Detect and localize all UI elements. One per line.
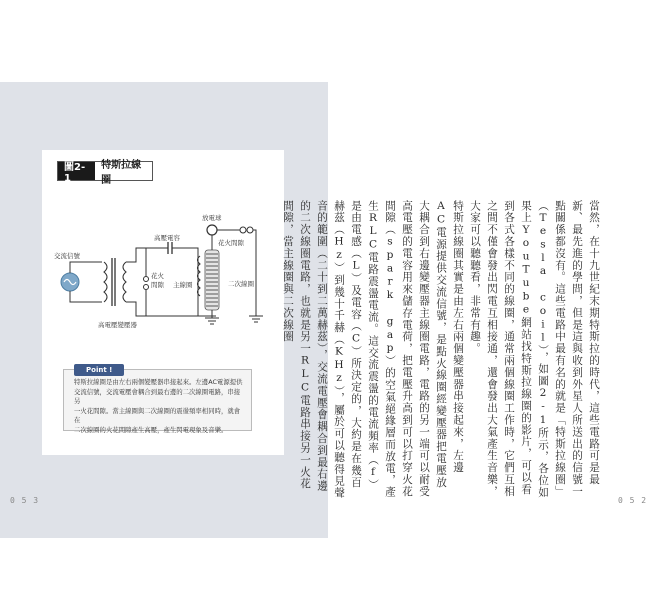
secondary-coil-tube [205,250,219,310]
left-page-number: 0 5 3 [10,496,40,505]
spark-gap-ball-bottom [144,285,149,290]
label-spark-gap-bottom: 間隙 [151,281,164,289]
point-tab: Point ! [74,364,124,376]
point-box [63,369,252,434]
figure-tag: 圖2-1 [58,162,95,180]
right-page-number: 0 5 2 [618,496,648,505]
figure-title: 特斯拉線圈 [101,160,142,186]
paragraph: 特斯拉線圈其實是由左右兩個變壓器串接起來，左邊AC電源提供交流信號，是點火線圈經變壓器把電壓放大耦合到右邊變壓器主線圈電路，電路的另一端可以耐受高電壓的電容用來儲存電荷，把電壓升高到可以打穿火花間隙（spark gap）的空氣絕緣層而放電，產生RLC電路震盪電流。這交流震盪的電流頻率（f）是由電感（L）及電容（C）所決定的，大約是在幾百赫茲（Hz）到幾十千赫（KHz），屬於可以聽得見聲音的範圍（二十到二萬赫茲），交流電壓會耦合到最右邊的二次線圈電路，也就是另一RLC電路串接另一火花間隙，當主線圈與二次線圈 [282,200,464,500]
label-ac-signal: 交流信號 [54,252,80,260]
wire-hv-top [126,248,168,262]
label-primary-coil: 主線圈 [173,281,193,289]
wire-hv-bottom [126,302,216,316]
discharge-ball [207,225,217,235]
ground-symbol-left-icon [205,318,219,324]
spark-gap2-ball-left [240,227,246,233]
spark-gap2-ball-right [247,227,253,233]
wire-primary-loop [192,248,198,316]
point-line: 交流信號，交流電壓會耦合到最右邊的二次線圈電路，串接另 [74,387,241,406]
figure-header [57,160,153,186]
point-line: 二次線圈的火花間隙產生高壓，產生閃電現象及音樂。 [74,425,228,434]
wire-secondary-out [253,230,256,316]
tesla-coil-diagram [42,190,284,340]
primary-coil [198,256,201,296]
spark-gap-ball-top [144,277,149,282]
wire-ac-top [70,262,102,273]
label-hv-capacitor: 高壓電容 [154,234,180,242]
paragraph: 當然，在十九世紀末期特斯拉的時代，這些電路可是最新、最先進的學問，但是這與收到外星人所送出的信號一點關係都沒有。這些電路中最有名的就是「特斯拉線圈」（Tesla coil），如圖2-1所示，各位如果上YouTube網站找特斯拉線圈的影片，可以看到各式各樣不同的線圈，通常兩個線圈工作時，它們互相之間不僅會發出閃電互相接通，還會發出大氣產生音樂，大家可以聽聽看，非常有趣。 [469,200,600,499]
label-spark-gap-right: 花火間隙 [218,239,244,247]
label-discharge-ball: 放電球 [202,214,222,222]
label-hv-transformer: 高電壓變壓器 [98,321,137,329]
point-text [74,378,243,436]
transformer-primary-coil [104,262,107,302]
point-line: 一火花間隙。當主線圈與二次線圈的震盪頻率相同時，就會在 [74,406,241,425]
ground-symbol-right-icon [249,316,263,322]
point-line: 特斯拉線圈是由左右兩個變壓器串接起來。左邊AC電源提供 [74,378,243,386]
wire-ac-bottom [70,291,102,302]
body-text [282,200,602,500]
label-spark-gap-top: 花火 [151,272,164,280]
transformer-secondary-coil [123,262,126,302]
label-secondary-coil: 二次線圈 [228,280,254,288]
